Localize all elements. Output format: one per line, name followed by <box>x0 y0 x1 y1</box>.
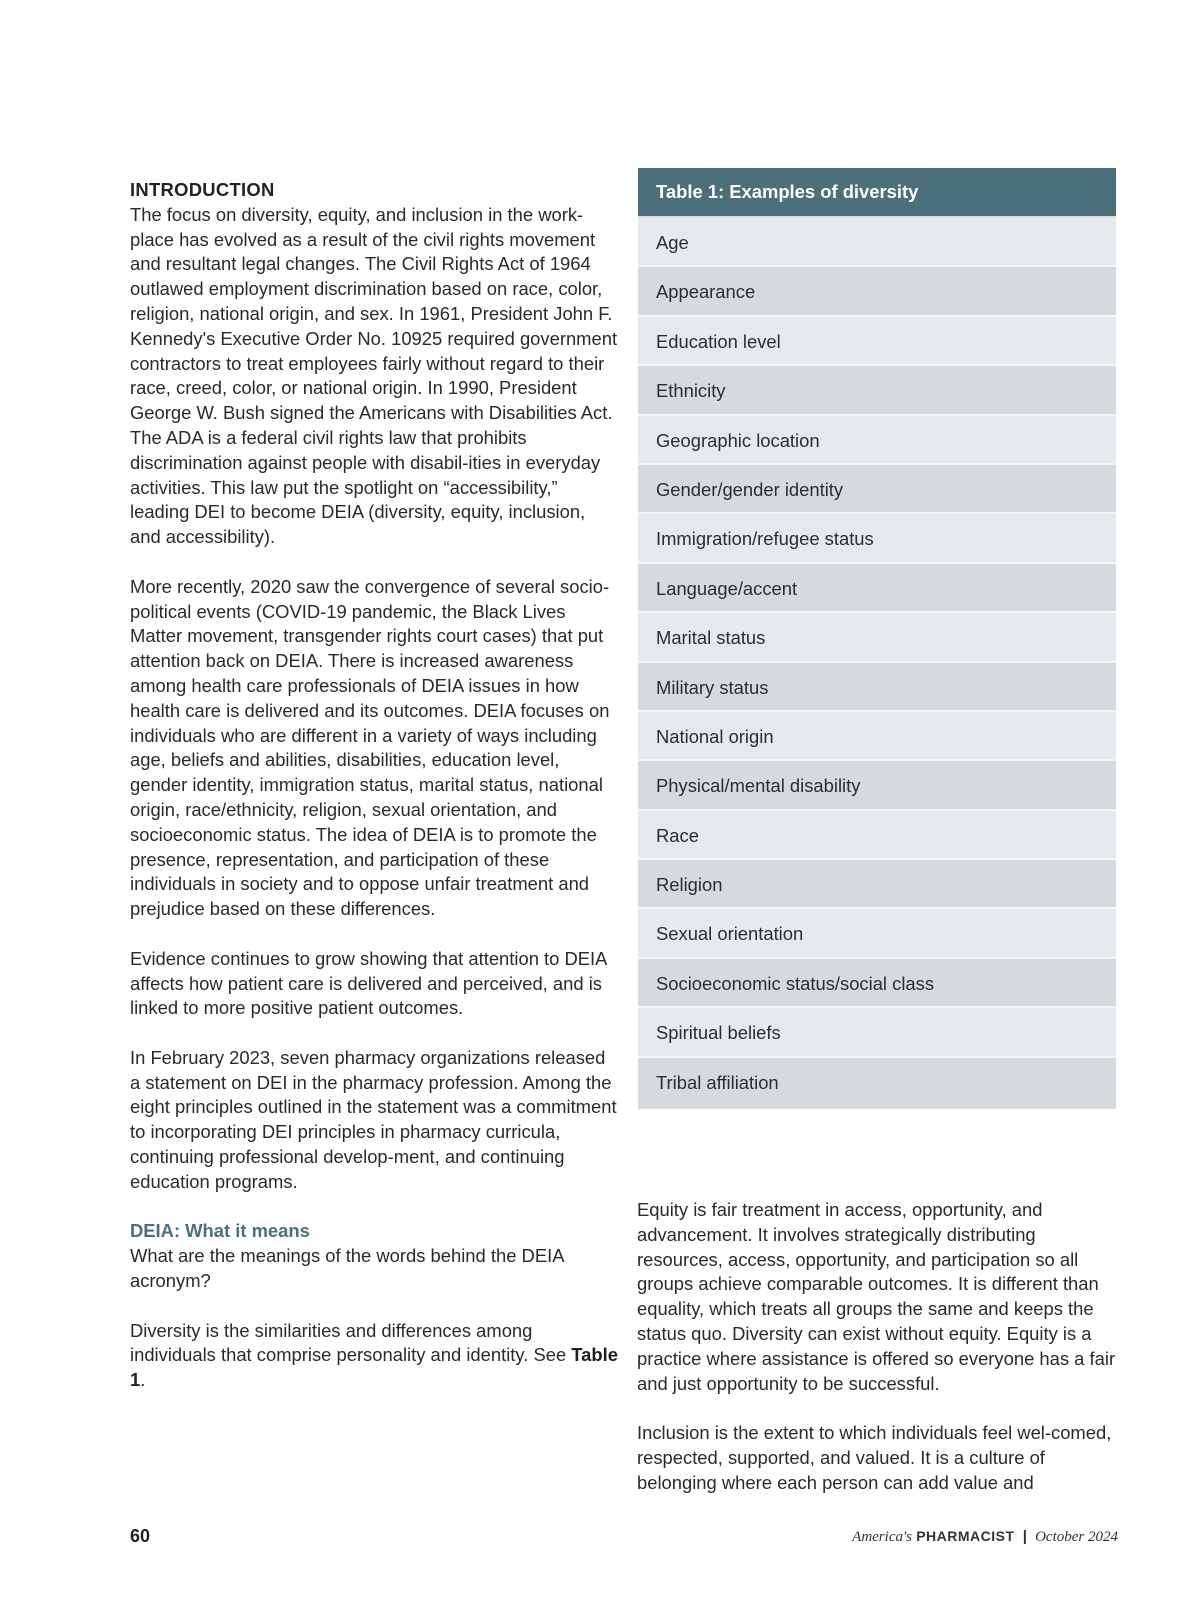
diversity-paragraph <box>130 1319 618 1393</box>
table-row: Gender/gender identity <box>638 465 1116 514</box>
table-row: Tribal affiliation <box>638 1058 1116 1107</box>
table-row: Geographic location <box>638 416 1116 465</box>
right-column <box>637 1198 1123 1520</box>
table-row: Socioeconomic status/social class <box>638 959 1116 1008</box>
table-row: Education level <box>638 317 1116 366</box>
table-row: Military status <box>638 663 1116 712</box>
diversity-text: Diversity is the similarities and differences among individuals that comprise personality and identity. See <box>130 1319 572 1366</box>
table-row: Religion <box>638 860 1116 909</box>
left-column <box>130 178 618 1418</box>
table-row: Sexual orientation <box>638 909 1116 958</box>
table-row: Physical/mental disability <box>638 761 1116 810</box>
table-row: Language/accent <box>638 564 1116 613</box>
deia-paragraph-1: What are the meanings of the words behind the DEIA acronym? <box>130 1245 564 1292</box>
diversity-text-end: . <box>140 1369 146 1391</box>
running-footer <box>852 1528 1118 1546</box>
table-reference: Table 1 <box>130 1344 618 1391</box>
table-row: Race <box>638 811 1116 860</box>
intro-paragraph-2: More recently, 2020 saw the convergence of several socio-political events (COVID-19 pandemic, the Black Lives Matter movement, transgender rights court cases) that put attention back on DEIA. There is increased awareness among health care professionals of DEIA issues in how health care is delivered and its outcomes. DEIA focuses on individuals who are different in a variety of ways including age, beliefs and abilities, disabilities, education level, gender identity, immigration status, marital status, national origin, race/ethnicity, religion, sexual orientation, and socioeconomic status. The idea of DEIA is to promote the presence, representation, and participation of these individuals in society and to oppose unfair treatment and prejudice based on these differences. <box>130 575 610 920</box>
table-row: Appearance <box>638 267 1116 316</box>
table-row: Age <box>638 218 1116 267</box>
table-rows <box>638 218 1116 1107</box>
magazine-prefix: America's <box>852 1529 913 1545</box>
section-heading: INTRODUCTION <box>130 179 275 200</box>
footer-separator: | <box>1022 1528 1027 1545</box>
magazine-name: PHARMACIST <box>916 1528 1015 1544</box>
intro-paragraph-1: The focus on diversity, equity, and inclusion in the work-place has evolved as a result of the civil rights movement and resultant legal changes. The Civil Rights Act of 1964 outlawed employment discrimination based on race, color, religion, national origin, and sex. In 1961, President John F. Kennedy's Executive Order No. 10925 required government contractors to treat employees fairly without regard to their race, creed, color, or national origin. In 1990, President George W. Bush signed the Americans with Disabilities Act. The ADA is a federal civil rights law that prohibits discrimination against people with disabil-ities in everyday activities. This law put the spotlight on “accessibility,” leading DEI to become DEIA (diversity, equity, inclusion, and accessibility). <box>130 203 618 548</box>
table-row: Spiritual beliefs <box>638 1008 1116 1057</box>
table-title: Table 1: Examples of diversity <box>638 168 1116 216</box>
table-row: Immigration/refugee status <box>638 514 1116 563</box>
table-row: National origin <box>638 712 1116 761</box>
intro-paragraph-4: In February 2023, seven pharmacy organizations released a statement on DEI in the pharmacy profession. Among the eight principles outlined in the statement was a commitment to incorporating DEI principles in pharmacy curricula, continuing professional develop-ment, and continuing education programs. <box>130 1046 617 1192</box>
diversity-table <box>638 168 1116 1109</box>
intro-paragraph-3: Evidence continues to grow showing that attention to DEIA affects how patient care is delivered and perceived, and is linked to more positive patient outcomes. <box>130 947 607 1019</box>
issue-date: October 2024 <box>1035 1529 1118 1545</box>
equity-paragraph: Equity is fair treatment in access, opportunity, and advancement. It involves strategically distributing resources, access, opportunity, and participation so all groups achieve comparable outcomes. It is different than equality, which treats all groups the same and keeps the status quo. Diversity can exist without equity. Equity is a practice where assistance is offered so everyone has a fair and just opportunity to be successful. <box>637 1199 1116 1394</box>
subheading: DEIA: What it means <box>130 1220 310 1242</box>
table-row: Marital status <box>638 613 1116 662</box>
page-number: 60 <box>130 1526 151 1546</box>
table-row: Ethnicity <box>638 366 1116 415</box>
inclusion-paragraph: Inclusion is the extent to which individuals feel wel-comed, respected, supported, and valued. It is a culture of belonging where each person can add value and <box>637 1422 1112 1493</box>
